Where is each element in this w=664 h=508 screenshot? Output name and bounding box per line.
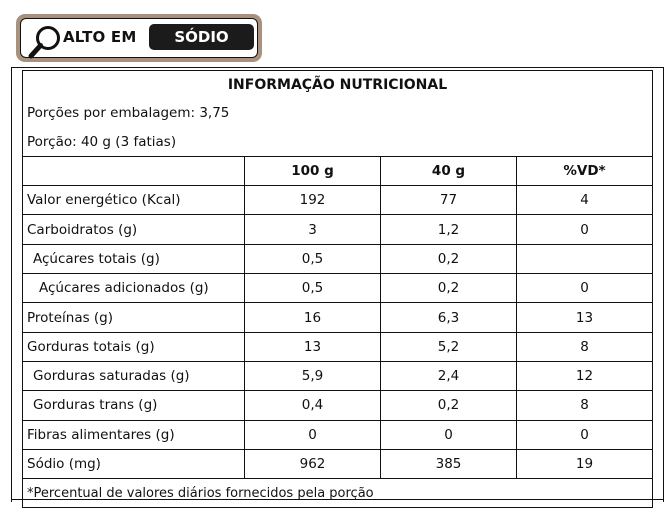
row-per-serving: 0,2: [381, 274, 517, 303]
row-dv: 19: [517, 449, 653, 478]
row-per100: 0,5: [245, 274, 381, 303]
header-cell-serving: 40 g: [381, 156, 517, 185]
row-dv: 0: [517, 215, 653, 244]
row-per-serving: 0,2: [381, 391, 517, 420]
row-per100: 0,4: [245, 391, 381, 420]
row-label: Proteínas (g): [23, 303, 245, 332]
row-label: Valor energético (Kcal): [23, 186, 245, 215]
row-per-serving: 385: [381, 449, 517, 478]
row-label: Gorduras trans (g): [23, 391, 245, 420]
table-row: [23, 449, 653, 478]
badge-prefix: ALTO EM: [63, 28, 137, 46]
table-row: [23, 274, 653, 303]
header-cell-100g: 100 g: [245, 156, 381, 185]
serving-size-row: [23, 128, 653, 157]
magnifier-icon: [27, 23, 65, 61]
table-row: [23, 215, 653, 244]
row-label: Fibras alimentares (g): [23, 420, 245, 449]
row-per100: 0: [245, 420, 381, 449]
row-per-serving: 77: [381, 186, 517, 215]
table-row: [23, 186, 653, 215]
badge-nutrient: SÓDIO: [149, 24, 254, 50]
table-row: [23, 391, 653, 420]
row-per100: 5,9: [245, 361, 381, 390]
row-per100: 13: [245, 332, 381, 361]
header-cell-dv: %VD*: [517, 156, 653, 185]
row-label: Açúcares adicionados (g): [23, 274, 245, 303]
row-dv: 8: [517, 391, 653, 420]
row-dv: 4: [517, 186, 653, 215]
row-per-serving: 2,4: [381, 361, 517, 390]
footnote-row: [23, 479, 653, 508]
row-per100: 3: [245, 215, 381, 244]
row-per-serving: 0: [381, 420, 517, 449]
row-label: Gorduras saturadas (g): [23, 361, 245, 390]
row-per-serving: 1,2: [381, 215, 517, 244]
row-label: Gorduras totais (g): [23, 332, 245, 361]
serving-size: Porção: 40 g (3 fatias): [23, 128, 653, 157]
table-row: [23, 361, 653, 390]
frame-left-line: [11, 67, 12, 502]
header-row: [23, 156, 653, 185]
row-per-serving: 6,3: [381, 303, 517, 332]
row-per-serving: 0,2: [381, 244, 517, 273]
table-row: [23, 420, 653, 449]
nutrition-facts-table: [22, 70, 653, 508]
row-label: Sódio (mg): [23, 449, 245, 478]
row-per100: 962: [245, 449, 381, 478]
high-sodium-warning-badge: [16, 14, 262, 62]
row-per100: 16: [245, 303, 381, 332]
table-row: [23, 244, 653, 273]
frame-top-line: [11, 67, 664, 68]
row-dv: [517, 244, 653, 273]
table-title: INFORMAÇÃO NUTRICIONAL: [23, 71, 653, 100]
row-label: Carboidratos (g): [23, 215, 245, 244]
badge-inner: [20, 18, 258, 58]
header-cell-empty: [23, 156, 245, 185]
footnote: *Percentual de valores diários fornecidos pela porção: [23, 479, 653, 508]
row-label: Açúcares totais (g): [23, 244, 245, 273]
row-dv: 12: [517, 361, 653, 390]
row-dv: 0: [517, 420, 653, 449]
table-row: [23, 332, 653, 361]
servings-per-package: Porções por embalagem: 3,75: [23, 99, 653, 127]
table-row: [23, 303, 653, 332]
row-per100: 0,5: [245, 244, 381, 273]
row-per100: 192: [245, 186, 381, 215]
servings-row: [23, 99, 653, 127]
table-title-row: [23, 71, 653, 100]
row-dv: 0: [517, 274, 653, 303]
row-dv: 8: [517, 332, 653, 361]
row-per-serving: 5,2: [381, 332, 517, 361]
row-dv: 13: [517, 303, 653, 332]
